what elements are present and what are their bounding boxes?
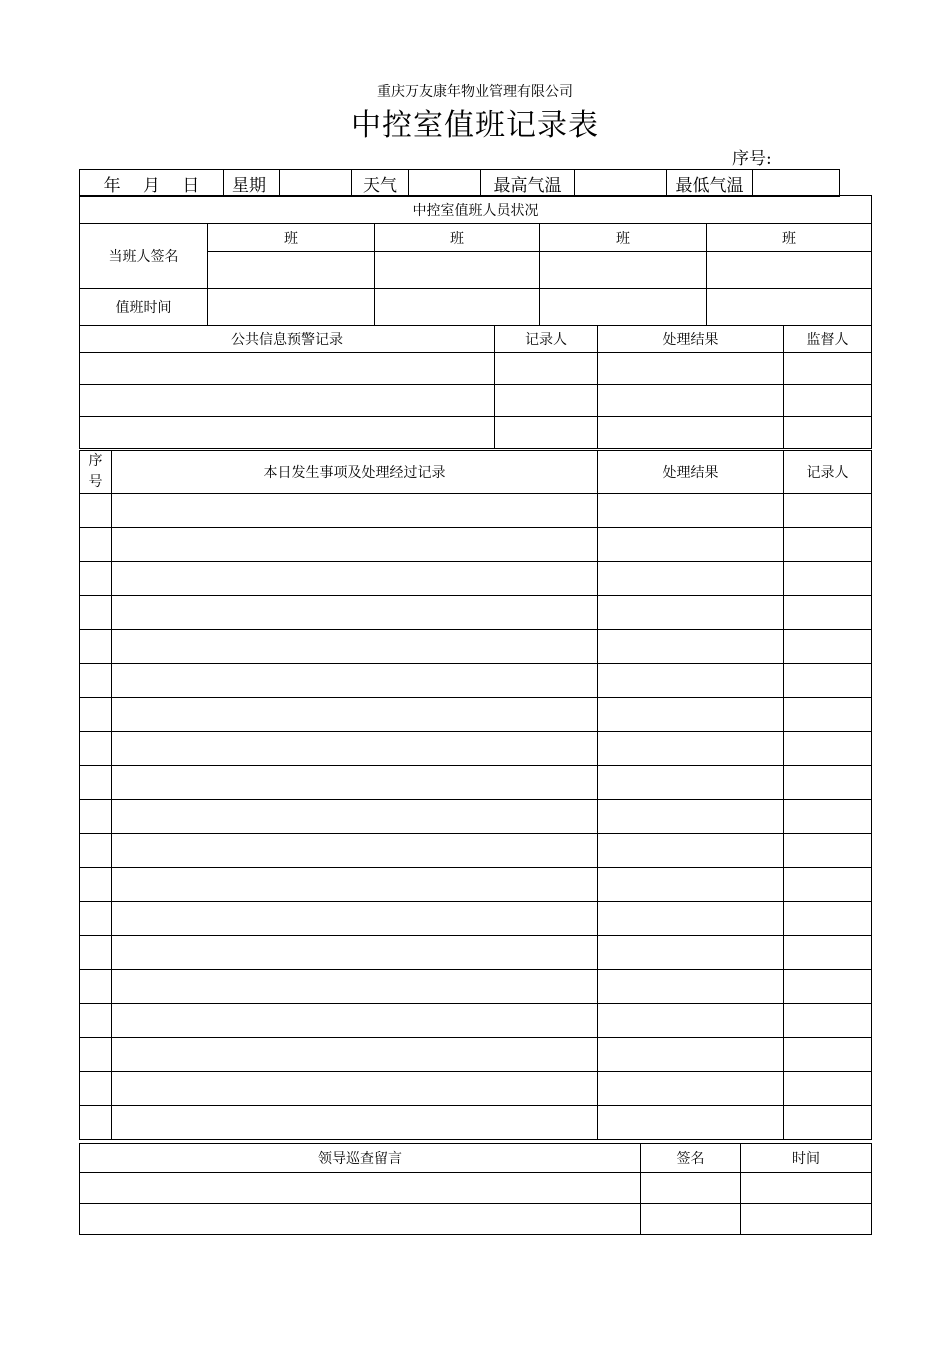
weather-label: 天气 — [352, 170, 409, 197]
log-row-cell[interactable] — [80, 834, 112, 868]
log-row-cell[interactable] — [784, 902, 872, 936]
log-row-cell[interactable] — [598, 936, 784, 970]
warning-row-cell[interactable] — [598, 353, 784, 385]
log-header-serial: 序 号 — [80, 451, 112, 494]
inspection-row-cell[interactable] — [741, 1173, 872, 1204]
warning-row-cell[interactable] — [784, 385, 872, 417]
log-row — [80, 800, 872, 834]
weather-cell[interactable] — [409, 170, 481, 197]
inspection-header-sign: 签名 — [641, 1144, 741, 1173]
log-row — [80, 1038, 872, 1072]
log-row-cell[interactable] — [598, 1106, 784, 1140]
log-row-cell[interactable] — [80, 868, 112, 902]
log-row-cell[interactable] — [80, 596, 112, 630]
duty-time-cell-3[interactable] — [540, 289, 707, 326]
max-temp-cell[interactable] — [575, 170, 667, 197]
log-row — [80, 766, 872, 800]
page-title: 中控室值班记录表 — [351, 108, 599, 143]
log-row-cell[interactable] — [598, 970, 784, 1004]
log-row-cell[interactable] — [784, 1072, 872, 1106]
warning-row-cell[interactable] — [495, 417, 598, 449]
log-row-cell[interactable] — [80, 562, 112, 596]
inspection-row-cell[interactable] — [80, 1173, 641, 1204]
inspection-row-cell[interactable] — [80, 1204, 641, 1235]
log-row-cell[interactable] — [112, 902, 598, 936]
shift-header-1: 班 — [208, 224, 375, 252]
log-row-cell[interactable] — [112, 1072, 598, 1106]
inspection-row — [80, 1204, 872, 1235]
log-row-cell[interactable] — [112, 630, 598, 664]
log-row-cell[interactable] — [598, 834, 784, 868]
serial-number-label: 序号: — [732, 149, 772, 169]
sign-cell-4[interactable] — [707, 252, 872, 289]
log-row-cell[interactable] — [80, 664, 112, 698]
log-row-cell[interactable] — [80, 800, 112, 834]
warning-header-result: 处理结果 — [598, 326, 784, 353]
warning-row-cell[interactable] — [784, 417, 872, 449]
shift-header-2: 班 — [375, 224, 540, 252]
log-row-cell[interactable] — [112, 562, 598, 596]
log-row-cell[interactable] — [112, 1106, 598, 1140]
log-row-cell[interactable] — [598, 562, 784, 596]
warning-row-cell[interactable] — [598, 417, 784, 449]
company-name: 重庆万友康年物业管理有限公司 — [377, 84, 573, 100]
log-row-cell[interactable] — [598, 766, 784, 800]
log-row-cell[interactable] — [598, 1038, 784, 1072]
log-row-cell[interactable] — [112, 732, 598, 766]
daily-log-table — [79, 450, 872, 1140]
log-header-events: 本日发生事项及处理经过记录 — [112, 451, 598, 494]
log-row — [80, 936, 872, 970]
log-row-cell[interactable] — [784, 1004, 872, 1038]
log-row-cell[interactable] — [112, 494, 598, 528]
log-row-cell[interactable] — [784, 664, 872, 698]
log-row-cell[interactable] — [784, 562, 872, 596]
log-row-cell[interactable] — [112, 766, 598, 800]
log-row — [80, 698, 872, 732]
log-row-cell[interactable] — [598, 494, 784, 528]
inspection-row — [80, 1173, 872, 1204]
log-row-cell[interactable] — [112, 868, 598, 902]
log-row-cell[interactable] — [80, 970, 112, 1004]
sign-cell-2[interactable] — [375, 252, 540, 289]
log-row-cell[interactable] — [784, 698, 872, 732]
log-row-cell[interactable] — [784, 732, 872, 766]
log-row-cell[interactable] — [112, 698, 598, 732]
date-weather-table — [79, 169, 928, 197]
log-row-cell[interactable] — [112, 596, 598, 630]
log-row-cell[interactable] — [112, 970, 598, 1004]
weekday-cell[interactable] — [280, 170, 352, 197]
inspection-header-time: 时间 — [741, 1144, 872, 1173]
log-row-cell[interactable] — [598, 732, 784, 766]
log-header-result: 处理结果 — [598, 451, 784, 494]
warning-row — [80, 385, 872, 417]
log-row-cell[interactable] — [598, 800, 784, 834]
log-row — [80, 630, 872, 664]
log-row — [80, 664, 872, 698]
inspection-row-cell[interactable] — [641, 1204, 741, 1235]
duty-time-cell-2[interactable] — [375, 289, 540, 326]
inspection-table — [79, 1143, 872, 1235]
weekday-label: 星期 — [224, 170, 280, 197]
warning-header-supervisor: 监督人 — [784, 326, 872, 353]
duty-time-cell-4[interactable] — [707, 289, 872, 326]
log-row-cell[interactable] — [784, 868, 872, 902]
warning-header-recorder: 记录人 — [495, 326, 598, 353]
log-row-cell[interactable] — [112, 800, 598, 834]
duty-time-cell-1[interactable] — [208, 289, 375, 326]
log-row-cell[interactable] — [784, 834, 872, 868]
shift-header-3: 班 — [540, 224, 707, 252]
sign-label: 当班人签名 — [80, 224, 208, 289]
log-row-cell[interactable] — [80, 1072, 112, 1106]
log-row-cell[interactable] — [598, 596, 784, 630]
warning-row-cell[interactable] — [80, 385, 495, 417]
warning-row-cell[interactable] — [80, 353, 495, 385]
log-row — [80, 562, 872, 596]
log-row-cell[interactable] — [784, 494, 872, 528]
log-row-cell[interactable] — [598, 630, 784, 664]
log-row-cell[interactable] — [784, 596, 872, 630]
warning-header-record: 公共信息预警记录 — [80, 326, 495, 353]
log-row — [80, 1004, 872, 1038]
log-row — [80, 902, 872, 936]
log-row-cell[interactable] — [784, 1038, 872, 1072]
warning-row-cell[interactable] — [80, 417, 495, 449]
log-row — [80, 732, 872, 766]
sign-cell-1[interactable] — [208, 252, 375, 289]
log-row — [80, 1072, 872, 1106]
log-row — [80, 494, 872, 528]
shift-header-4: 班 — [707, 224, 872, 252]
inspection-row-cell[interactable] — [741, 1204, 872, 1235]
log-row-cell[interactable] — [80, 494, 112, 528]
sign-cell-3[interactable] — [540, 252, 707, 289]
log-row-cell[interactable] — [598, 698, 784, 732]
log-row-cell[interactable] — [784, 970, 872, 1004]
log-row — [80, 596, 872, 630]
log-row-cell[interactable] — [112, 936, 598, 970]
log-row-cell[interactable] — [784, 630, 872, 664]
log-row — [80, 868, 872, 902]
log-row — [80, 528, 872, 562]
log-row-cell[interactable] — [80, 630, 112, 664]
min-temp-label: 最低气温 — [667, 170, 753, 197]
log-header-recorder: 记录人 — [784, 451, 872, 494]
warning-row-cell[interactable] — [495, 385, 598, 417]
log-row-cell[interactable] — [112, 1038, 598, 1072]
log-row-cell[interactable] — [112, 1004, 598, 1038]
log-row-cell[interactable] — [112, 528, 598, 562]
staff-section-title: 中控室值班人员状况 — [80, 196, 872, 224]
log-row-cell[interactable] — [784, 1106, 872, 1140]
log-row-cell[interactable] — [598, 528, 784, 562]
log-row-cell[interactable] — [598, 1004, 784, 1038]
log-row-cell[interactable] — [80, 902, 112, 936]
log-row-cell[interactable] — [80, 1004, 112, 1038]
duty-time-label: 值班时间 — [80, 289, 208, 326]
log-row-cell[interactable] — [80, 1038, 112, 1072]
warning-row — [80, 353, 872, 385]
warning-row-cell[interactable] — [598, 385, 784, 417]
log-row-cell[interactable] — [112, 664, 598, 698]
log-row-cell[interactable] — [80, 732, 112, 766]
log-row — [80, 834, 872, 868]
date-label: 年 月 日 — [80, 170, 224, 197]
inspection-header-message: 领导巡查留言 — [80, 1144, 641, 1173]
log-row-cell[interactable] — [80, 698, 112, 732]
staff-table — [79, 195, 872, 326]
warning-row-cell[interactable] — [784, 353, 872, 385]
log-row-cell[interactable] — [784, 800, 872, 834]
log-row-cell[interactable] — [80, 936, 112, 970]
log-row — [80, 970, 872, 1004]
log-row-cell[interactable] — [80, 1106, 112, 1140]
log-row-cell[interactable] — [784, 766, 872, 800]
warning-row-cell[interactable] — [495, 353, 598, 385]
log-row-cell[interactable] — [80, 766, 112, 800]
log-row-cell[interactable] — [598, 1072, 784, 1106]
min-temp-cell[interactable] — [753, 170, 840, 197]
public-warning-table — [79, 325, 872, 449]
log-row-cell[interactable] — [80, 528, 112, 562]
log-row-cell[interactable] — [598, 664, 784, 698]
log-row-cell[interactable] — [112, 834, 598, 868]
log-row-cell[interactable] — [598, 902, 784, 936]
log-row-cell[interactable] — [784, 936, 872, 970]
inspection-row-cell[interactable] — [641, 1173, 741, 1204]
log-row-cell[interactable] — [598, 868, 784, 902]
warning-row — [80, 417, 872, 449]
max-temp-label: 最高气温 — [481, 170, 575, 197]
log-row-cell[interactable] — [784, 528, 872, 562]
log-row — [80, 1106, 872, 1140]
